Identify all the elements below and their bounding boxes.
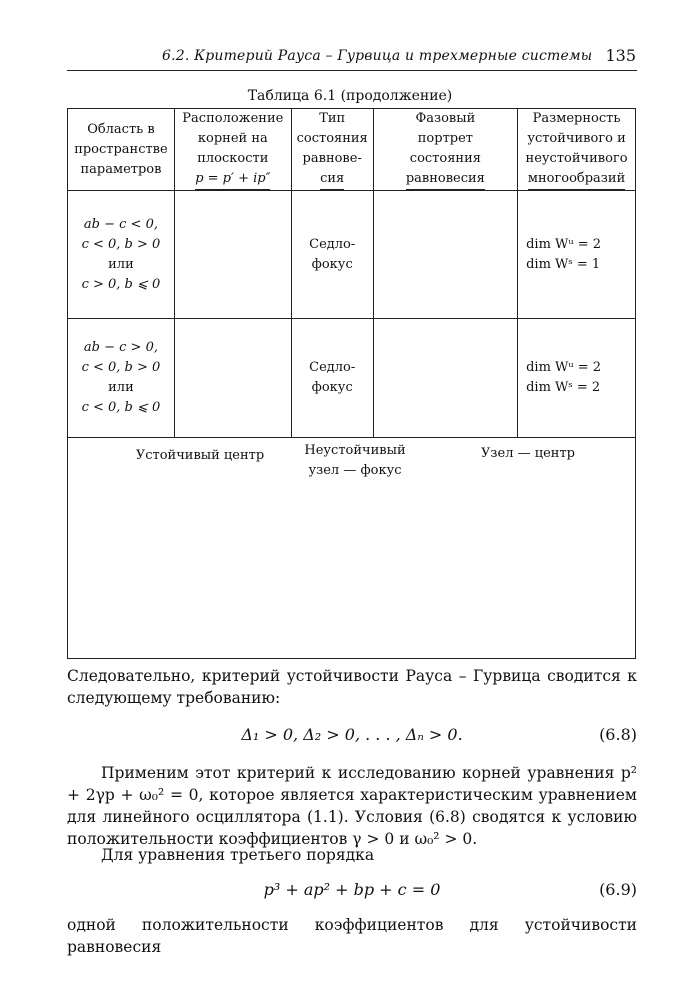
running-title: 6.2. Критерий Рауса – Гурвица и трехмерные системы xyxy=(162,48,593,64)
header-region: Область в пространстве параметров xyxy=(68,109,175,191)
portrait-cell xyxy=(373,191,517,319)
header-roots: Расположение корней на плоскости p = p′ + ip″ xyxy=(174,109,291,191)
table-row xyxy=(68,191,636,319)
table-6-1 xyxy=(67,108,636,659)
paragraph-4: одной положительности коэффициентов для устойчивости равновесия xyxy=(67,916,637,956)
header-portrait: Фазовый портрет состояния равновесия xyxy=(373,109,517,191)
label-stable-center: Устойчивый центр xyxy=(135,448,265,463)
table-row xyxy=(68,319,636,438)
dimension-cell: dim Wᵘ = 2 dim Wˢ = 1 xyxy=(518,191,636,319)
table-caption: Таблица 6.1 (продолжение) xyxy=(247,88,453,104)
paragraph-3: Для уравнения третьего порядка xyxy=(101,846,375,864)
label-unstable-node-focus: Неустойчивый узел — фокус xyxy=(304,443,406,478)
equation-6-8: Δ₁ > 0, Δ₂ > 0, . . . , Δₙ > 0. (6.8) xyxy=(241,725,637,744)
table-figure-row xyxy=(68,438,636,659)
page-header xyxy=(67,46,637,71)
header-dimension: Размерность устойчивого и неустойчивого многообразий xyxy=(518,109,636,191)
table-header-row xyxy=(68,109,636,191)
type-cell: Седло- фокус xyxy=(291,191,373,319)
equation-6-9: p³ + ap² + bp + c = 0 (6.9) xyxy=(263,880,637,899)
figure-cell xyxy=(68,438,636,659)
header-type: Тип состояния равнове- сия xyxy=(291,109,373,191)
roots-cell xyxy=(174,319,291,438)
region-cell: ab − c > 0, c < 0, b > 0 или c < 0, b ⩽ 0 xyxy=(68,319,175,438)
paragraph-2: Применим этот критерий к исследованию корней уравнения p² + 2γp + ω₀² = 0, которое является характеристическим уравнением для линейного осциллятора (1.1). Условия (6.8) сводятся к условию положительности коэффициентов γ > 0 и ω₀² > 0. xyxy=(67,764,637,848)
page-number: 135 xyxy=(605,46,636,65)
portrait-cell xyxy=(373,319,517,438)
roots-cell xyxy=(174,191,291,319)
paragraph-1: Следовательно, критерий устойчивости Рауса – Гурвица сводится к следующему требованию: xyxy=(67,667,637,707)
dimension-cell: dim Wᵘ = 2 dim Wˢ = 2 xyxy=(518,319,636,438)
region-cell: ab − c < 0, c < 0, b > 0 или c > 0, b ⩽ 0 xyxy=(68,191,175,319)
label-node-center: Узел — центр xyxy=(481,446,575,461)
type-cell: Седло- фокус xyxy=(291,319,373,438)
